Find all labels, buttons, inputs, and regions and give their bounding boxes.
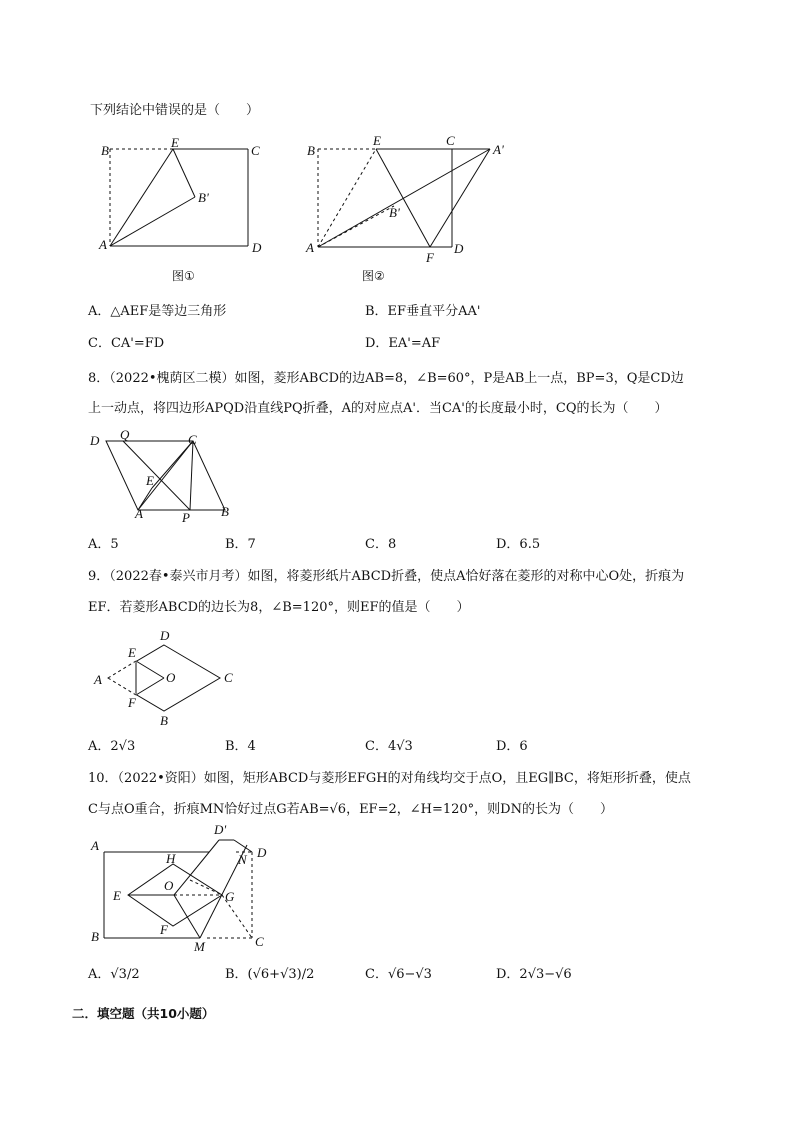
q10-option-c: C．√6−√3: [365, 967, 432, 982]
q8-label-c: C: [188, 432, 197, 447]
fig2-label-e: E: [373, 133, 381, 148]
q8-option-c: C．8: [365, 537, 397, 552]
fig2-label-c: C: [446, 133, 455, 148]
q10-label-a: A: [91, 838, 99, 853]
q9-label-b: B: [160, 713, 168, 728]
q8-label-b: B: [221, 504, 229, 519]
q10-label-m: M: [194, 939, 205, 954]
fig2-label-d: D: [454, 241, 464, 256]
fig2-label-bprime: B': [389, 205, 400, 220]
q10-label-dprime: D': [214, 822, 227, 837]
q8-stem-line-2: 上一动点，将四边形APQD沿直线PQ折叠，A的对应点A'．当CA'的长度最小时，CQ的长为（ ）: [88, 401, 668, 416]
q8-option-a: A．5: [88, 537, 119, 552]
q9-stem-line-2: EF．若菱形ABCD的边长为8，∠B=120°，则EF的值是（ ）: [88, 600, 470, 615]
q9-label-o: O: [166, 670, 176, 685]
q10-stem-line-2: C与点O重合，折痕MN恰好过点G若AB=√6，EF=2，∠H=120°，则DN的长为（ ）: [88, 802, 613, 817]
q7-stem-end: 下列结论中错误的是（ ）: [90, 103, 260, 118]
section-heading-fill-in: 二．填空题（共10小题）: [72, 1006, 215, 1021]
q8-stem-line-1: 8．（2022•槐荫区二模）如图，菱形ABCD的边AB=8，∠B=60°，P是AB上一点，BP=3，Q是CD边: [88, 371, 684, 386]
q9-option-d: D．6: [496, 739, 528, 754]
fig2-label-b: B: [307, 143, 315, 158]
q10-option-a: A．√3/2: [88, 967, 140, 982]
fig2-caption: 图②: [362, 269, 385, 283]
q8-label-p: P: [182, 510, 190, 525]
fig1-label-bprime: B': [198, 190, 209, 205]
q7-option-a: A．△AEF是等边三角形: [88, 304, 227, 319]
q9-option-c: C．4√3: [365, 739, 413, 754]
q8-label-d: D: [90, 433, 100, 448]
q8-label-e: E: [146, 473, 154, 488]
q10-label-h: H: [166, 851, 176, 866]
q10-label-e: E: [113, 888, 121, 903]
fig1-label-b: B: [101, 143, 109, 158]
q10-option-b: B．(√6+√3)/2: [225, 967, 315, 982]
q10-label-n: N: [238, 852, 247, 867]
q9-option-a: A．2√3: [88, 739, 136, 754]
q9-stem-line-1: 9．（2022春•泰兴市月考）如图，将菱形纸片ABCD折叠，使点A恰好落在菱形的对称中心O处，折痕为: [88, 569, 685, 584]
q8-label-q: Q: [120, 427, 130, 442]
q8-label-a: A: [135, 506, 143, 521]
q8-option-d: D．6.5: [496, 537, 541, 552]
q9-option-b: B．4: [225, 739, 256, 754]
fig1-label-a: A: [99, 237, 107, 252]
q7-option-c: C．CA'=FD: [88, 336, 165, 351]
fig1-label-e: E: [171, 135, 179, 150]
q7-option-d: D．EA'=AF: [365, 336, 441, 351]
q9-label-f: F: [128, 695, 136, 710]
q9-label-c: C: [224, 670, 233, 685]
q10-label-f: F: [160, 922, 168, 937]
q10-label-b: B: [91, 929, 99, 944]
q8-option-b: B．7: [225, 537, 256, 552]
fig2-label-f: F: [426, 250, 434, 265]
q10-label-d: D: [257, 845, 267, 860]
fig2-label-a: A: [306, 240, 314, 255]
q9-label-a: A: [94, 672, 102, 687]
fig1-label-d: D: [252, 240, 262, 255]
q10-label-c: C: [255, 934, 264, 949]
q9-label-e: E: [128, 645, 136, 660]
q10-option-d: D．2√3−√6: [496, 967, 572, 982]
q10-label-g: G: [225, 889, 235, 904]
q9-label-d: D: [160, 628, 170, 643]
fig2-label-aprime: A': [493, 142, 504, 157]
fig1-label-c: C: [251, 143, 260, 158]
fig1-caption: 图①: [172, 269, 195, 283]
q7-option-b: B．EF垂直平分AA': [365, 304, 481, 319]
q10-stem-line-1: 10．（2022•资阳）如图，矩形ABCD与菱形EFGH的对角线均交于点O，且EG∥BC，将矩形折叠，使点: [88, 771, 691, 786]
q10-label-o: O: [164, 878, 174, 893]
